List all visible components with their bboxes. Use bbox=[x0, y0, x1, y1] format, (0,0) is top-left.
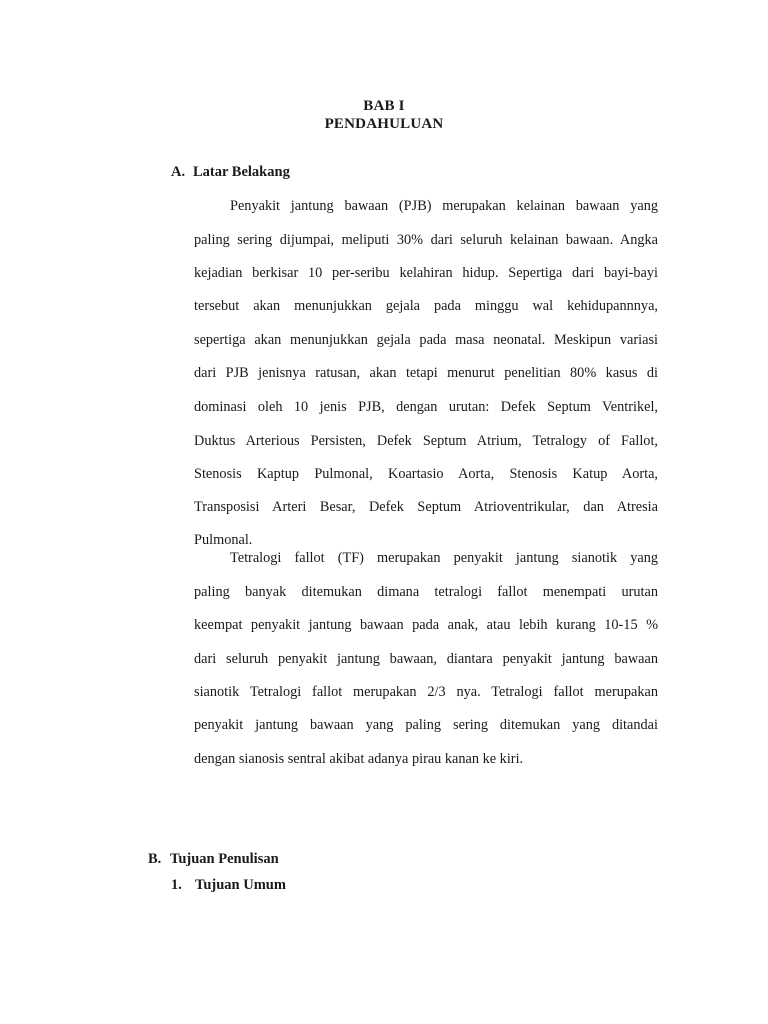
paragraph-line: paling sering dijumpai, meliputi 30% dari seluruh kelainan bawaan. Angka bbox=[194, 232, 658, 248]
paragraph-line: dengan sianosis sentral akibat adanya pirau kanan ke kiri. bbox=[194, 751, 524, 767]
paragraph-line: dari PJB jenisnya ratusan, akan tetapi menurut penelitian 80% kasus di bbox=[194, 365, 658, 381]
paragraph-line: dominasi oleh 10 jenis PJB, dengan urutan: Defek Septum Ventrikel, bbox=[194, 399, 658, 415]
paragraph-line: paling banyak ditemukan dimana tetralogi fallot menempati urutan bbox=[194, 584, 658, 600]
paragraph-line: sepertiga akan menunjukkan gejala pada masa neonatal. Meskipun variasi bbox=[194, 332, 658, 348]
paragraph-line: Penyakit jantung bawaan (PJB) merupakan kelainan bawaan yang bbox=[230, 198, 658, 214]
paragraph-line: tersebut akan menunjukkan gejala pada minggu wal kehidupannnya, bbox=[194, 298, 658, 314]
paragraph-line: Pulmonal. bbox=[194, 532, 253, 548]
paragraph-line: Tetralogi fallot (TF) merupakan penyakit jantung sianotik yang bbox=[230, 550, 658, 566]
paragraph-line: dari seluruh penyakit jantung bawaan, diantara penyakit jantung bawaan bbox=[194, 651, 658, 667]
paragraph-line: kejadian berkisar 10 per-seribu kelahiran hidup. Sepertiga dari bayi-bayi bbox=[194, 265, 658, 281]
section-b-heading bbox=[148, 851, 279, 868]
section-a-marker: A. bbox=[171, 164, 186, 180]
subsection-1-marker: 1. bbox=[171, 877, 182, 893]
section-a-title: Latar Belakang bbox=[193, 164, 290, 180]
subsection-1-title: Tujuan Umum bbox=[195, 877, 286, 893]
chapter-number: BAB I bbox=[363, 98, 405, 114]
paragraph-line: keempat penyakit jantung bawaan pada anak, atau lebih kurang 10-15 % bbox=[194, 617, 658, 633]
section-b-title: Tujuan Penulisan bbox=[170, 851, 279, 867]
paragraph-line: Duktus Arterious Persisten, Defek Septum Atrium, Tetralogy of Fallot, bbox=[194, 433, 658, 449]
paragraph-line: sianotik Tetralogi fallot merupakan 2/3 nya. Tetralogi fallot merupakan bbox=[194, 684, 658, 700]
chapter-title: PENDAHULUAN bbox=[324, 116, 444, 132]
paragraph-line: Transposisi Arteri Besar, Defek Septum Atrioventrikular, dan Atresia bbox=[194, 499, 658, 515]
paragraph-line: Stenosis Kaptup Pulmonal, Koartasio Aorta, Stenosis Katup Aorta, bbox=[194, 466, 658, 482]
section-a-heading bbox=[171, 164, 290, 181]
section-b-marker: B. bbox=[148, 851, 162, 867]
paragraph-line: penyakit jantung bawaan yang paling sering ditemukan yang ditandai bbox=[194, 717, 658, 733]
subsection-1-heading bbox=[171, 877, 286, 894]
